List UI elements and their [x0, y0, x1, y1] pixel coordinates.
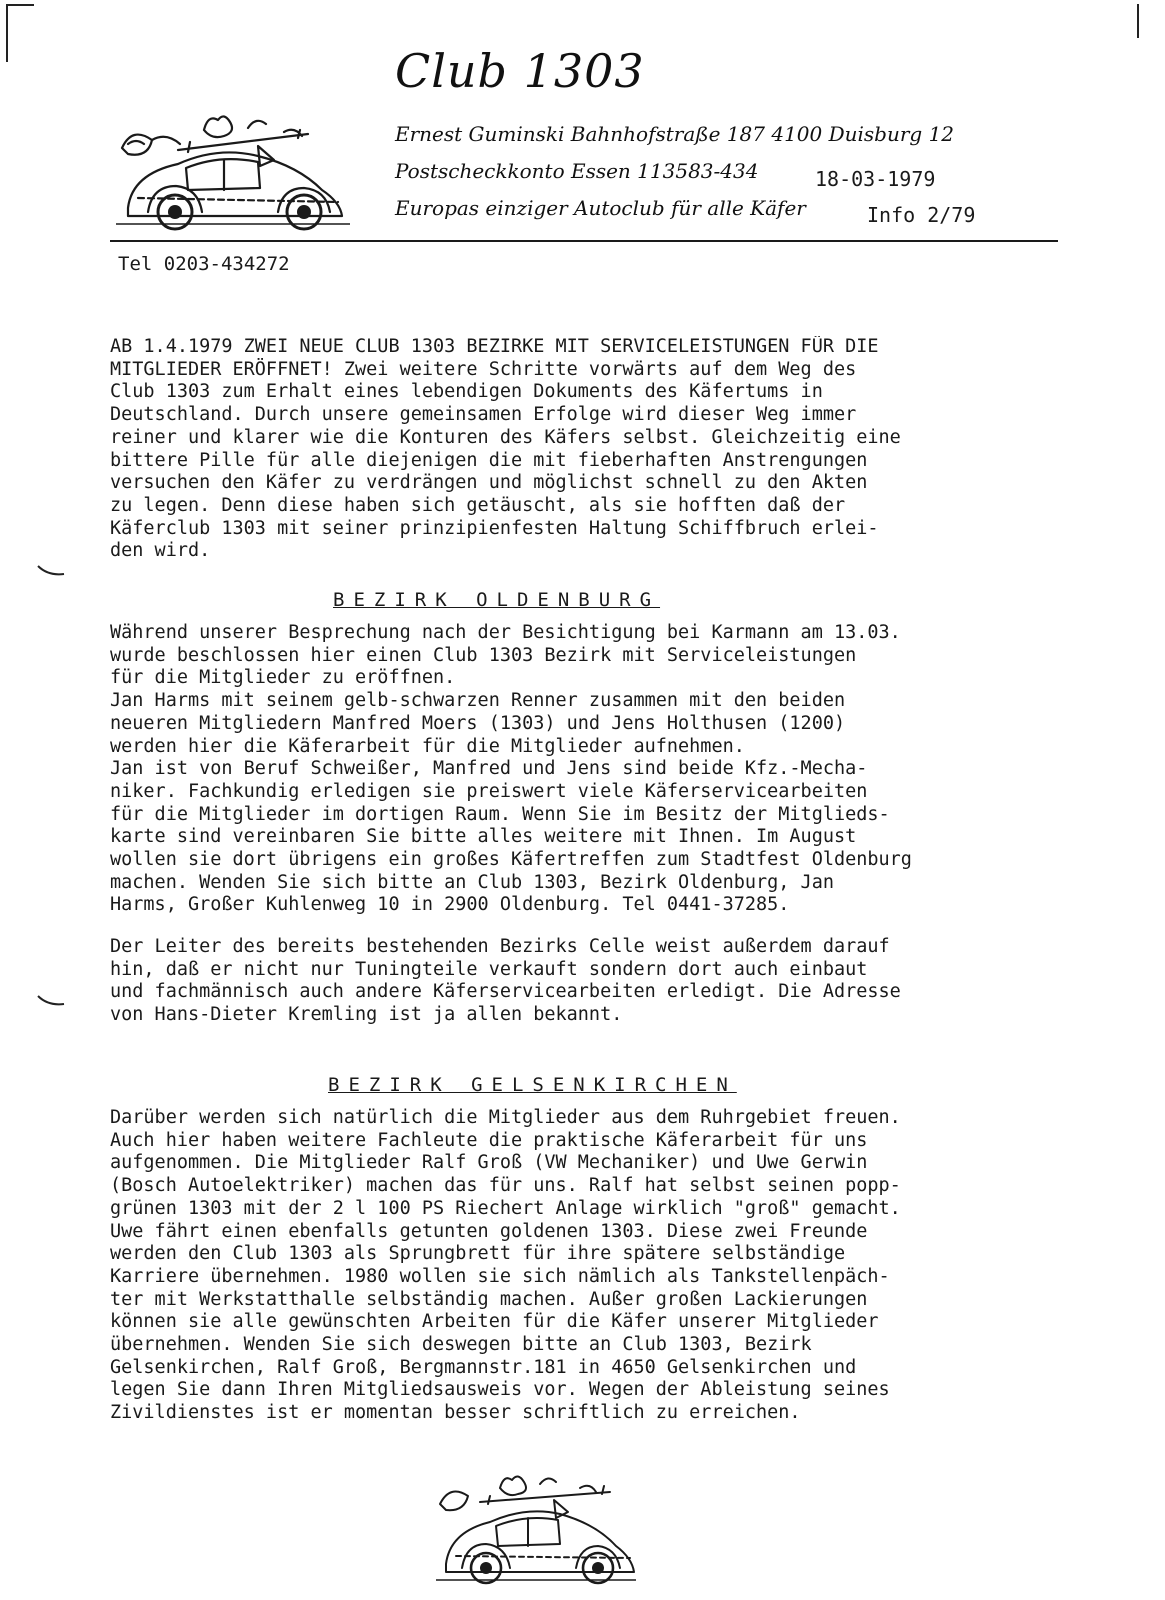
margin-tick: [36, 564, 66, 578]
corner-mark: [6, 4, 34, 6]
telephone-number: Tel 0203-434272: [118, 253, 290, 275]
club-title: Club 1303: [395, 44, 645, 98]
corner-mark: [6, 4, 8, 62]
celle-paragraph: Der Leiter des bereits bestehenden Bezirks Celle weist außerdem darauf hin, daß er nicht nur Tuningteile verkauft sondern dort auch einbaut und fachmännisch auch andere Käferservicearbeiten erledigt. Die Adresse von Hans-Dieter Kremling ist ja allen bekannt.: [110, 936, 901, 1026]
intro-paragraph: AB 1.4.1979 ZWEI NEUE CLUB 1303 BEZIRKE MIT SERVICELEISTUNGEN FÜR DIE MITGLIEDER ERÖFFNET! Zwei weitere Schritte vorwärts auf dem Weg des Club 1303 zum Erhalt eines lebendigen Dokuments des Käfertums in Deutschland. Durch unsere gemeinsamen Erfolge wird dieser Weg immer reiner und klarer wie die Konturen des Käfers selbst. Gleichzeitig eine bittere Pille für alle diejenigen die mit fieberhaften Anstrengungen versuchen den Käfer zu verdrängen und möglichst schnell zu den Akten zu legen. Denn diese haben sich getäuscht, als sie hofften daß der Käferclub 1303 mit seiner prinzipienfesten Haltung Schiffbruch erlei- den wird.: [110, 336, 901, 562]
letterhead-divider: [110, 240, 1058, 242]
gelsenkirchen-paragraph: Darüber werden sich natürlich die Mitglieder aus dem Ruhrgebiet freuen. Auch hier haben weitere Fachleute die praktische Käferarbeit für uns aufgenommen. Die Mitglieder Ralf Groß (VW Mechaniker) und Uwe Gerwin (Bosch Autoelektriker) machen das für uns. Ralf hat selbst seinen popp- grünen 1303 mit der 2 l 100 PS Riechert Anlage wirklich "groß" gemacht. Uwe fährt einen ebenfalls getunten goldenen 1303. Diese zwei Freunde werden den Club 1303 als Sprungbrett für ihre spätere selbständige Karriere übernehmen. 1980 wollen sie sich nämlich als Tankstellenpäch- ter mit Werkstatthalle selbständig machen. Außer großen Lackierungen können sie alle gewünschten Arbeiten für die Käfer unserer Mitglieder übernehmen. Wenden Sie sich deswegen bitte an Club 1303, Bezirk Gelsenkirchen, Ralf Groß, Bergmannstr.181 in 4650 Gelsenkirchen und legen Sie dann Ihren Mitgliedsausweis vor. Wegen der Ableistung seines Zivildienstes ist er momentan besser schriftlich zu erreichen.: [110, 1107, 901, 1424]
margin-tick: [36, 994, 66, 1008]
vw-beetle-with-roses-icon: [108, 112, 358, 234]
heading-gelsenkirchen: BEZIRK GELSENKIRCHEN: [328, 1074, 737, 1096]
info-number: Info 2/79: [867, 203, 976, 227]
heading-oldenburg: BEZIRK OLDENBURG: [333, 589, 661, 611]
bank-account-line: Postscheckkonto Essen 113583-434: [395, 159, 759, 183]
vw-beetle-with-roses-icon: [430, 1470, 640, 1590]
address-line: Ernest Guminski Bahnhofstraße 187 4100 Duisburg 12: [395, 122, 955, 146]
corner-mark: [1137, 4, 1139, 38]
letter-date: 18-03-1979: [815, 167, 936, 191]
slogan-line: Europas einziger Autoclub für alle Käfer: [395, 196, 806, 220]
oldenburg-paragraph: Während unserer Besprechung nach der Besichtigung bei Karmann am 13.03. wurde beschlossen hier einen Club 1303 Bezirk mit Serviceleistungen für die Mitglieder zu eröffnen. Jan Harms mit seinem gelb-schwarzen Renner zusammen mit den beiden neueren Mitgliedern Manfred Moers (1303) und Jens Holthusen (1200) werden hier die Käferarbeit für die Mitglieder aufnehmen. Jan ist von Beruf Schweißer, Manfred und Jens sind beide Kfz.-Mecha- niker. Fachkundig erledigen sie preiswert viele Käferservicearbeiten für die Mitglieder im dortigen Raum. Wenn Sie im Besitz der Mitglieds- karte sind vereinbaren Sie bitte alles weitere mit Ihnen. Im August wollen sie dort übrigens ein großes Käfertreffen zum Stadtfest Oldenburg machen. Wenden Sie sich bitte an Club 1303, Bezirk Oldenburg, Jan Harms, Großer Kuhlenweg 10 in 2900 Oldenburg. Tel 0441-37285.: [110, 622, 912, 916]
